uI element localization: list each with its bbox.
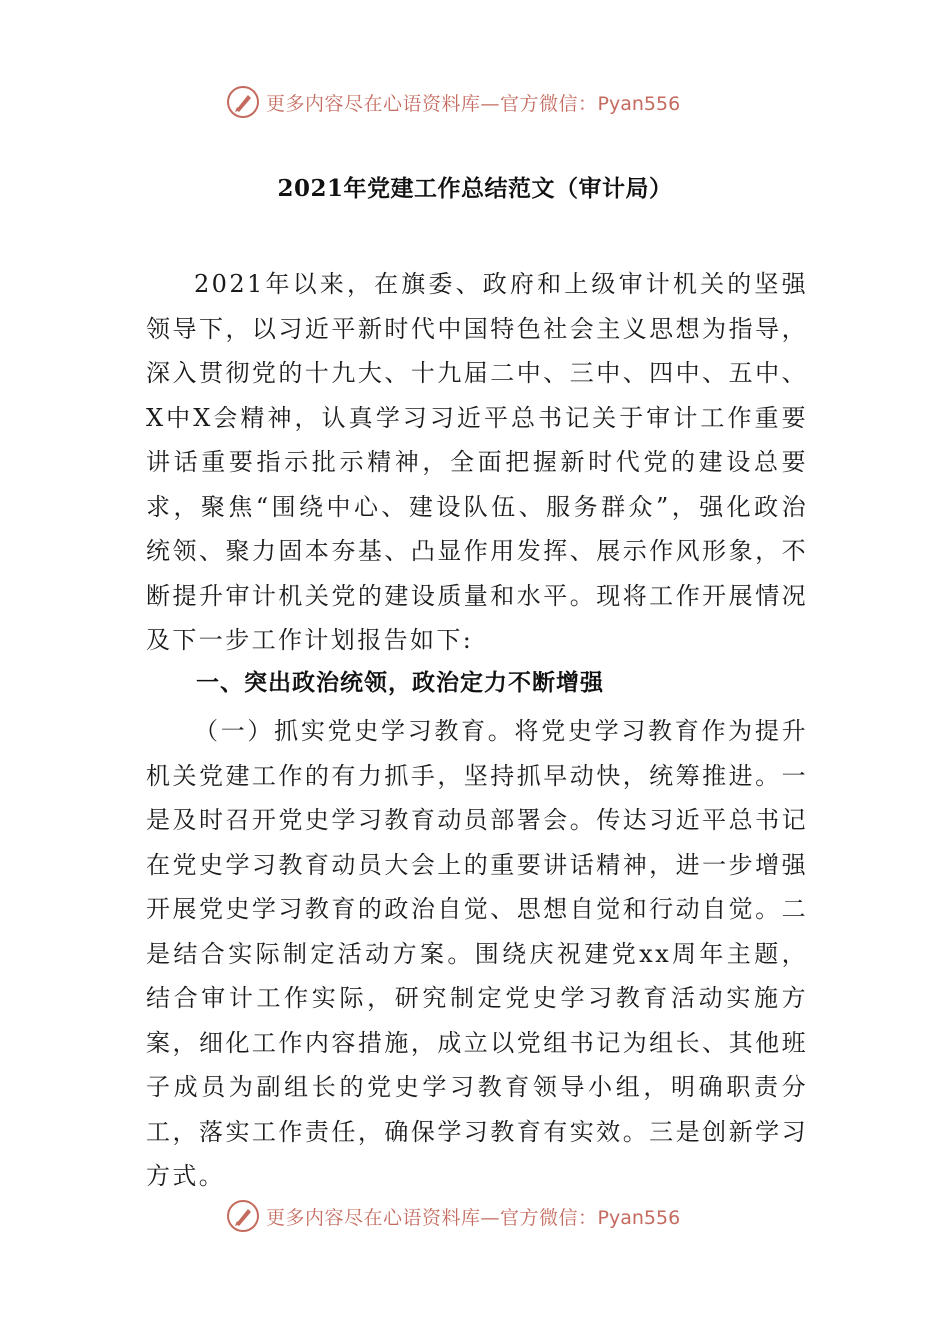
watermark-text bbox=[266, 89, 680, 116]
pen-logo-icon bbox=[226, 1199, 260, 1233]
section-heading: 一、突出政治统领，政治定力不断增强 bbox=[196, 670, 604, 696]
watermark-wechat-id: Pyan556 bbox=[597, 92, 681, 115]
watermark-header bbox=[226, 84, 680, 120]
watermark-wechat-id: Pyan556 bbox=[597, 1206, 681, 1229]
section-paragraph: （一）抓实党史学习教育。将党史学习教育作为提升机关党建工作的有力抓手，坚持抓早动快，统筹推进。一是及时召开党史学习教育动员部署会。传达习近平总书记在党史学习教育动员大会上的重要讲话精神，进一步增强开展党史学习教育的政治自觉、思想自觉和行动自觉。二是结合实际制定活动方案。围绕庆祝建党xx周年主题，结合审计工作实际，研究制定党史学习教育活动实施方案，细化工作内容措施，成立以党组书记为组长、其他班子成员为副组长的党史学习教育领导小组，明确职责分工，落实工作责任，确保学习教育有实效。三是创新学习方式。 bbox=[146, 717, 808, 1190]
pen-logo-icon bbox=[226, 85, 260, 119]
watermark-text bbox=[266, 1203, 680, 1230]
watermark-footer bbox=[226, 1198, 680, 1234]
intro-paragraph: 2021年以来，在旗委、政府和上级审计机关的坚强领导下，以习近平新时代中国特色社会主义思想为指导，深入贯彻党的十九大、十九届二中、三中、四中、五中、X中X会精神，认真学习习近平总书记关于审计工作重要讲话重要指示批示精神，全面把握新时代党的建设总要求，聚焦“围绕中心、建设队伍、服务群众”，强化政治统领、聚力固本夯基、凸显作用发挥、展示作风形象，不断提升审计机关党的建设质量和水平。现将工作开展情况及下一步工作计划报告如下: bbox=[146, 270, 808, 654]
watermark-label: 更多内容尽在心语资料库—官方微信： bbox=[266, 92, 598, 115]
watermark-label: 更多内容尽在心语资料库—官方微信： bbox=[266, 1206, 598, 1229]
document-title: 2021年党建工作总结范文（审计局） bbox=[277, 175, 673, 202]
